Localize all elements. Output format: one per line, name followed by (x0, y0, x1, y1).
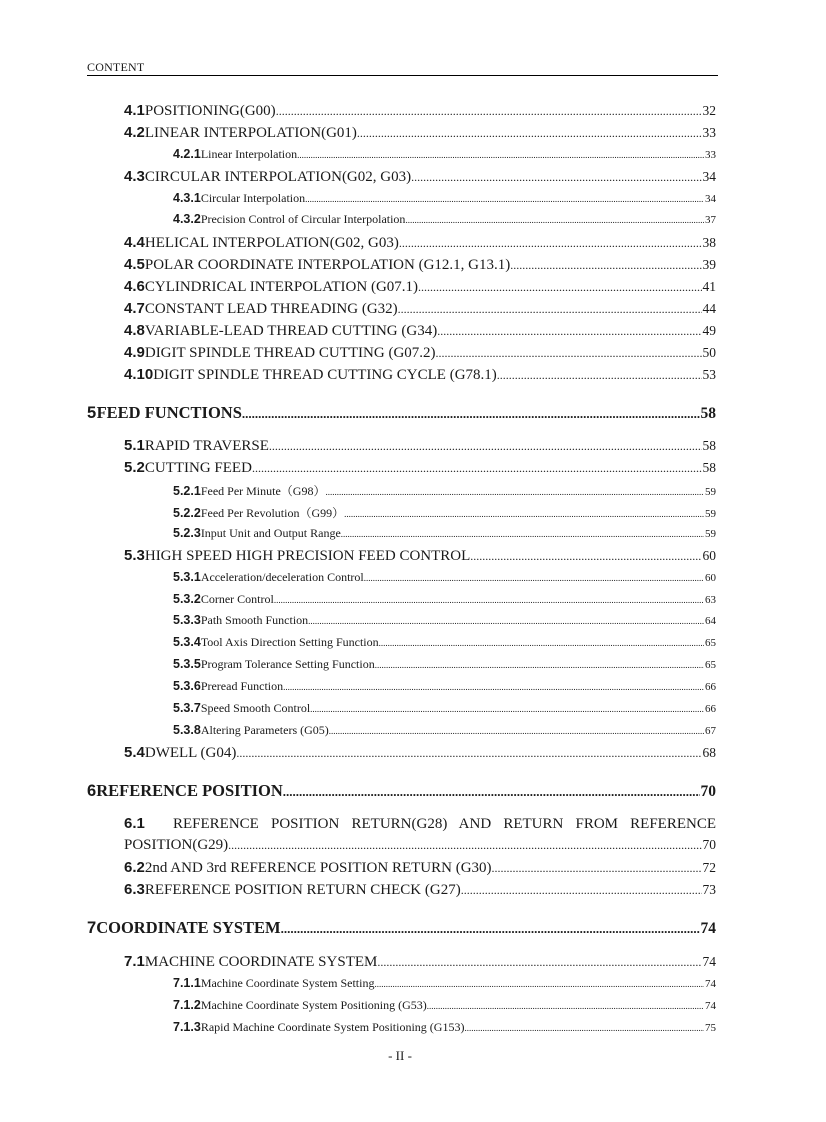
page-number: - II - (388, 1048, 412, 1063)
toc-entry-4-4[interactable] (124, 234, 716, 252)
toc-entry-5-4[interactable] (124, 744, 716, 762)
entry-number: 6.3 (124, 881, 145, 898)
dot-leader (228, 838, 701, 853)
chapter-page: 58 (700, 405, 716, 422)
entry-number: 4.4 (124, 234, 145, 251)
dot-leader (310, 704, 704, 714)
entry-page: 66 (705, 703, 716, 715)
dot-leader (305, 194, 704, 204)
entry-number: 5.3.8 (173, 723, 201, 737)
entry-number: 4.3.1 (173, 191, 201, 205)
dot-leader (297, 150, 704, 160)
toc-entry-5-2-2[interactable] (173, 504, 716, 521)
entry-number: 5.3.1 (173, 570, 201, 584)
entry-number: 7.1 (124, 953, 145, 970)
entry-page: 33 (705, 149, 716, 161)
toc-entry-4-3-2[interactable] (173, 212, 716, 227)
running-head: CONTENT (87, 60, 145, 74)
dot-leader (269, 439, 702, 454)
dot-leader (398, 302, 702, 317)
entry-number: 5.2 (124, 459, 145, 476)
entry-page: 59 (705, 486, 716, 498)
entry-page: 67 (705, 725, 716, 737)
entry-page: 59 (705, 528, 716, 540)
dot-leader (308, 616, 704, 626)
toc-entry-5-3-6[interactable] (173, 679, 716, 694)
entry-title: Preread Function (200, 679, 284, 693)
entry-title: DIGIT SPINDLE THREAD CUTTING CYCLE (G78.1) (153, 367, 497, 383)
entry-number: 6.2 (124, 859, 145, 876)
entry-page: 33 (702, 125, 716, 140)
entry-title: CONSTANT LEAD THREADING (G32) (144, 301, 398, 317)
entry-title: Machine Coordinate System Setting (200, 976, 375, 990)
entry-number: 5.3.6 (173, 679, 201, 693)
entry-number: 4.10 (124, 366, 154, 383)
entry-title: DIGIT SPINDLE THREAD CUTTING (G07.2) (144, 345, 436, 361)
dot-leader (379, 638, 704, 648)
toc-entry-4-7[interactable] (124, 300, 716, 318)
entry-number: 4.2.1 (173, 147, 201, 161)
dot-leader (436, 346, 702, 361)
entry-title-continued: POSITION(G29) (124, 837, 229, 853)
entry-page: 34 (705, 193, 716, 205)
chapter-number: 7 (87, 919, 97, 937)
toc-entry-6-3[interactable] (124, 881, 716, 899)
entry-page: 64 (705, 615, 716, 627)
chapter-title: COORDINATE SYSTEM (96, 918, 281, 937)
entry-number: 7.1.3 (173, 1020, 201, 1034)
dot-leader (377, 955, 701, 970)
entry-number: 5.1 (124, 437, 145, 454)
chapter-title: REFERENCE POSITION (96, 781, 283, 800)
entry-title: Feed Per Minute（G98） (200, 484, 326, 498)
toc-entry-4-5[interactable] (124, 256, 716, 274)
entry-title: Corner Control (200, 592, 274, 606)
dot-leader (344, 509, 704, 519)
entry-number: 5.3.2 (173, 592, 201, 606)
entry-page: 37 (705, 214, 716, 226)
entry-page: 60 (702, 548, 716, 563)
toc-entry-5-3[interactable] (124, 547, 716, 565)
toc-entry-5-1[interactable] (124, 437, 716, 455)
toc-entry-5-3-8[interactable] (173, 723, 716, 738)
toc-entry-6-1[interactable] (124, 815, 716, 833)
entry-page: 65 (705, 637, 716, 649)
entry-title: Precision Control of Circular Interpolation (200, 212, 406, 226)
toc-entry-5-2-3[interactable] (173, 526, 716, 541)
entry-number: 7.1.1 (173, 976, 201, 990)
dot-leader (281, 921, 700, 937)
toc-chapter-5[interactable] (87, 403, 716, 423)
toc-entry-7-1[interactable] (124, 953, 716, 971)
dot-leader (276, 104, 702, 119)
toc-entry-4-10[interactable] (124, 366, 716, 384)
toc-entry-5-2-1[interactable] (173, 482, 716, 499)
entry-title: Program Tolerance Setting Function (200, 657, 375, 671)
entry-title: Path Smooth Function (200, 613, 309, 627)
entry-number: 4.7 (124, 300, 145, 317)
entry-title: RAPID TRAVERSE (144, 438, 269, 454)
entry-page: 44 (702, 301, 716, 316)
toc-entry-4-6[interactable] (124, 278, 716, 296)
dot-leader (497, 368, 702, 383)
dot-leader (325, 487, 704, 497)
toc-entry-5-3-3[interactable] (173, 613, 716, 628)
entry-page: 66 (705, 681, 716, 693)
dot-leader (242, 406, 700, 422)
entry-title: Linear Interpolation (200, 147, 298, 161)
toc-entry-5-3-4[interactable] (173, 635, 716, 650)
toc-entry-4-8[interactable] (124, 322, 716, 340)
toc-entry-5-3-5[interactable] (173, 657, 716, 672)
entry-page: 72 (702, 860, 716, 875)
dot-leader (470, 549, 701, 564)
toc-entry-7-1-1[interactable] (173, 976, 716, 991)
entry-title: CIRCULAR INTERPOLATION(G02, G03) (144, 169, 412, 185)
entry-number: 4.6 (124, 278, 145, 295)
entry-number: 5.3.3 (173, 613, 201, 627)
entry-number: 4.1 (124, 102, 145, 119)
dot-leader (283, 682, 704, 692)
entry-title: CYLINDRICAL INTERPOLATION (G07.1) (144, 279, 419, 295)
dot-leader (236, 746, 701, 761)
dot-leader (399, 236, 702, 251)
toc-entry-5-3-2[interactable] (173, 592, 716, 607)
entry-number: 4.9 (124, 344, 145, 361)
entry-page: 74 (705, 978, 716, 990)
entry-title: Machine Coordinate System Positioning (G53) (200, 998, 427, 1012)
entry-page: 73 (702, 882, 716, 897)
entry-title: Rapid Machine Coordinate System Positioning (G153) (200, 1020, 465, 1034)
entry-page: 49 (702, 323, 716, 338)
dot-leader (437, 324, 701, 339)
dot-leader (405, 215, 704, 225)
chapter-page: 74 (700, 920, 716, 937)
entry-number: 4.2 (124, 124, 145, 141)
entry-page: 34 (702, 169, 716, 184)
toc-entry-6-2[interactable] (124, 859, 716, 877)
entry-title: Acceleration/deceleration Control (200, 570, 364, 584)
entry-number: 5.3.7 (173, 701, 201, 715)
entry-number: 6.1 (124, 815, 145, 832)
toc-entry-5-2[interactable] (124, 459, 716, 477)
entry-number: 5.2.3 (173, 526, 201, 540)
toc-entry-7-1-2[interactable] (173, 998, 716, 1013)
entry-page: 32 (702, 103, 716, 118)
entry-page: 74 (705, 1000, 716, 1012)
entry-page: 63 (705, 594, 716, 606)
entry-number: 4.3.2 (173, 212, 201, 226)
toc-entry-7-1-3[interactable] (173, 1020, 716, 1035)
entry-title: Input Unit and Output Range (200, 526, 341, 540)
entry-page: 68 (702, 745, 716, 760)
entry-page: 39 (702, 257, 716, 272)
entry-number: 5.2.2 (173, 506, 201, 520)
dot-leader (510, 258, 701, 273)
dot-leader (341, 529, 704, 539)
dot-leader (252, 461, 702, 476)
entry-title: HIGH SPEED HIGH PRECISION FEED CONTROL (144, 548, 471, 564)
entry-page: 50 (702, 345, 716, 360)
entry-title: REFERENCE POSITION RETURN CHECK (G27) (144, 882, 461, 898)
dot-leader (329, 726, 704, 736)
entry-page: 70 (702, 837, 716, 852)
toc-entry-5-3-1[interactable] (173, 570, 716, 585)
entry-title: MACHINE COORDINATE SYSTEM (144, 954, 378, 970)
entry-page: 41 (702, 279, 716, 294)
toc-entry-4-1[interactable] (124, 102, 716, 120)
dot-leader (274, 595, 704, 605)
entry-title: Feed Per Revolution（G99） (200, 506, 345, 520)
dot-leader (375, 660, 704, 670)
entry-number: 5.3.5 (173, 657, 201, 671)
chapter-title: FEED FUNCTIONS (96, 403, 242, 422)
entry-title: Altering Parameters (G05) (200, 723, 329, 737)
toc-entry-4-9[interactable] (124, 344, 716, 362)
toc-entry-4-2-1[interactable] (173, 147, 716, 162)
dot-leader (374, 979, 704, 989)
entry-number: 7.1.2 (173, 998, 201, 1012)
toc-entry-6-1-continued[interactable] (124, 837, 716, 854)
entry-title: 2nd AND 3rd REFERENCE POSITION RETURN (G30) (144, 860, 492, 876)
entry-number: 5.2.1 (173, 484, 201, 498)
dot-leader (461, 883, 702, 898)
entry-number: 4.3 (124, 168, 145, 185)
dot-leader (357, 126, 702, 141)
dot-leader (492, 861, 702, 876)
entry-page: 75 (705, 1022, 716, 1034)
entry-number: 4.5 (124, 256, 145, 273)
entry-number: 4.8 (124, 322, 145, 339)
dot-leader (364, 573, 704, 583)
entry-page: 74 (702, 954, 716, 969)
dot-leader (283, 784, 700, 800)
toc-chapter-7[interactable] (87, 918, 716, 938)
entry-title: POSITIONING(G00) (144, 103, 276, 119)
toc-entry-4-3-1[interactable] (173, 191, 716, 206)
dot-leader (418, 280, 701, 295)
chapter-number: 5 (87, 404, 97, 422)
dot-leader (427, 1001, 704, 1011)
chapter-number: 6 (87, 782, 97, 800)
entry-title: DWELL (G04) (144, 745, 237, 761)
entry-number: 5.4 (124, 744, 145, 761)
entry-title: HELICAL INTERPOLATION(G02, G03) (144, 235, 399, 251)
toc-entry-5-3-7[interactable] (173, 701, 716, 716)
entry-title: REFERENCE POSITION RETURN(G28) AND RETURN FROM REFERENCE (173, 816, 716, 832)
entry-number: 5.3 (124, 547, 145, 564)
entry-page: 58 (702, 438, 716, 453)
dot-leader (411, 170, 701, 185)
dot-leader (464, 1023, 704, 1033)
entry-number: 5.3.4 (173, 635, 201, 649)
entry-title: POLAR COORDINATE INTERPOLATION (G12.1, G13.1) (144, 257, 511, 273)
entry-title: VARIABLE-LEAD THREAD CUTTING (G34) (144, 323, 438, 339)
toc-entry-4-3[interactable] (124, 168, 716, 186)
entry-page: 65 (705, 659, 716, 671)
entry-title: CUTTING FEED (144, 460, 252, 476)
toc-entry-4-2[interactable] (124, 124, 716, 142)
entry-page: 58 (702, 460, 716, 475)
entry-title: Circular Interpolation (200, 191, 306, 205)
chapter-page: 70 (700, 783, 716, 800)
entry-title: Tool Axis Direction Setting Function (200, 635, 379, 649)
entry-title: LINEAR INTERPOLATION(G01) (144, 125, 357, 141)
entry-page: 53 (702, 367, 716, 382)
entry-title: Speed Smooth Control (200, 701, 311, 715)
entry-page: 59 (705, 508, 716, 520)
entry-page: 60 (705, 572, 716, 584)
entry-page: 38 (702, 235, 716, 250)
toc-chapter-6[interactable] (87, 781, 716, 801)
